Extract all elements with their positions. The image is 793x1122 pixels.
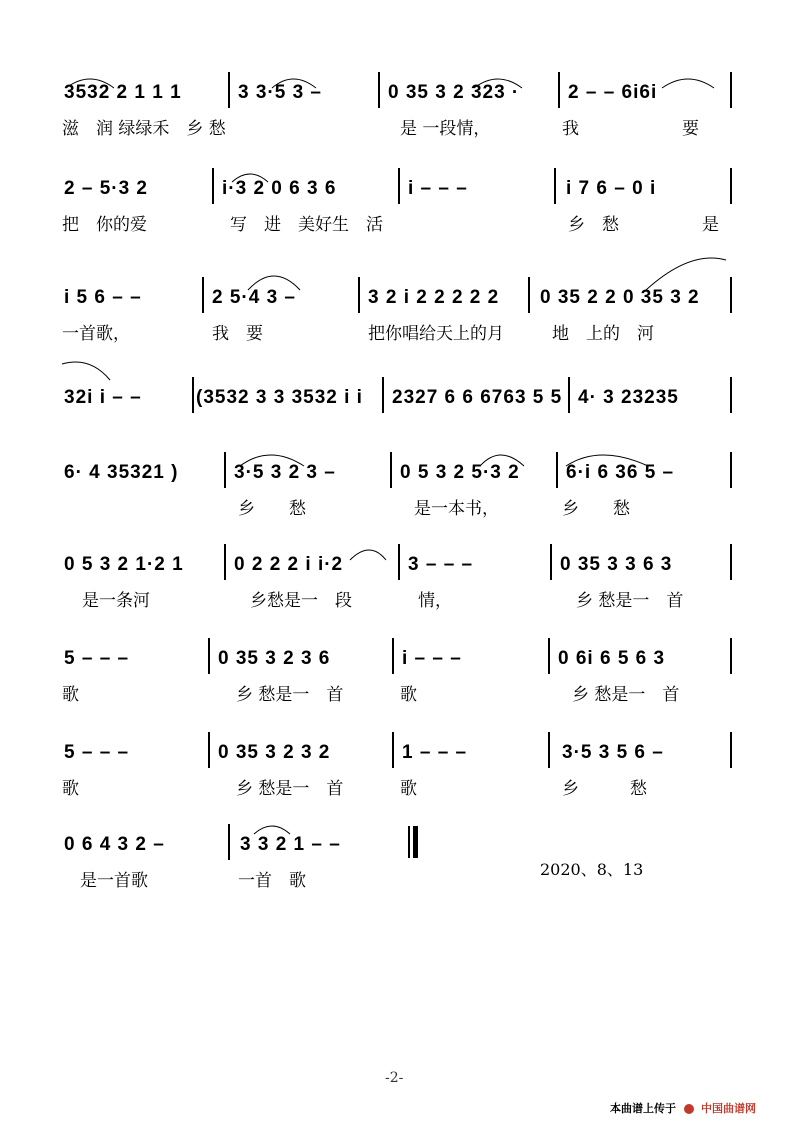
barline [392,638,394,674]
lyric-text: 要 [682,119,699,139]
barline [208,732,210,768]
measure-notes: 0 5 3 2 1·2 1 [64,554,184,575]
barline [730,544,732,580]
lyric-text: 情， [418,591,452,611]
barline [212,168,214,204]
measure-notes: i – – – [408,178,468,199]
barline [358,277,360,313]
site-brand[interactable]: 中国曲谱网 [701,1102,756,1115]
measure-notes: 2327 6 6 6763 5 5 [392,387,563,408]
measure-notes: 3 3·5 3 – [238,82,322,103]
measure-notes: 4· 3 23235 [578,387,679,408]
lyric-text: 乡 愁 [562,779,647,799]
lyric-text: 乡 愁是一 首 [572,685,680,705]
barline [556,452,558,488]
measure-notes: 0 5 3 2 5·3 2 [400,462,520,483]
barline [568,377,570,413]
barline [382,377,384,413]
measure-notes: 0 35 3 2 3 6 [218,648,331,669]
lyric-text: 我 要 [212,324,263,344]
measure-notes: 3·5 3 2 3 – [234,462,336,483]
measure-notes: 6· 4 35321 ) [64,462,179,483]
barline [398,168,400,204]
page-number: -2- [385,1070,404,1086]
site-logo-icon [684,1104,694,1114]
barline [730,168,732,204]
measure-notes: 0 2 2 2 i i·2 [234,554,344,575]
lyric-text: 歌 [62,779,79,799]
lyric-text: 把你唱给天上的月 [368,324,504,344]
composition-date: 2020、8、13 [540,860,644,879]
lyric-text: 乡 愁是一 首 [236,779,344,799]
final-barline-thick [413,826,418,858]
barline [192,377,194,413]
barline [228,824,230,860]
lyric-text: 是一条河 [82,591,150,611]
lyric-text: 乡 愁 [238,499,306,519]
lyric-text: 是 一段情， [400,119,491,139]
barline [730,638,732,674]
barline [528,277,530,313]
measure-notes: 3 3 2 1 – – [240,834,341,855]
lyric-text: 是一首歌 [80,871,148,891]
measure-notes: i 7 6 – 0 i [566,178,657,199]
barline [228,72,230,108]
lyric-text: 歌 [62,685,79,705]
measure-notes: i – – – [402,648,462,669]
barline [550,544,552,580]
lyric-text: 乡 愁是一 首 [576,591,684,611]
barline [730,277,732,313]
lyric-text: 歌 [400,779,417,799]
measure-notes: 2 – – 6i6i [568,82,658,103]
lyric-text: 是一本书， [414,499,499,519]
barline [392,732,394,768]
upload-text: 本曲谱上传于 [610,1102,676,1115]
lyric-text: 我 [562,119,579,139]
lyric-text: 一首 歌 [238,871,306,891]
barline [548,638,550,674]
measure-notes: 2 – 5·3 2 [64,178,148,199]
measure-notes: 3 2 i 2 2 2 2 2 [368,287,500,308]
footer-credit [610,1100,756,1116]
measure-notes: 5 – – – [64,742,130,763]
lyric-text: 歌 [400,685,417,705]
barline [730,377,732,413]
barline [730,732,732,768]
lyric-text: 把 你的爱 [62,215,147,235]
lyric-text: 乡愁是一 段 [250,591,352,611]
measure-notes: (3532 3 3 3532 i i [196,387,363,408]
measure-notes: 32i i – – [64,387,142,408]
lyric-text: 写 进 美好生 活 [230,215,383,235]
barline [390,452,392,488]
barline [554,168,556,204]
barline [378,72,380,108]
measure-notes: 3 – – – [408,554,474,575]
barline [548,732,550,768]
measure-notes: i 5 6 – – [64,287,142,308]
barline [398,544,400,580]
lyric-text: 乡 愁 [562,499,630,519]
measure-notes: 6·i 6 36 5 – [566,462,675,483]
final-barline-thin [408,826,410,858]
lyric-text: 滋 润 绿绿禾 乡 愁 [62,119,226,139]
barline [208,638,210,674]
measure-notes: 2 5·4 3 – [212,287,296,308]
measure-notes: 0 35 2 2 0 35 3 2 [540,287,700,308]
barline [558,72,560,108]
barline [730,452,732,488]
measure-notes: 5 – – – [64,648,130,669]
lyric-text: 乡 愁 [568,215,619,235]
lyric-text: 地 上的 河 [552,324,654,344]
measure-notes: 0 35 3 2 323 · [388,82,520,103]
measure-notes: 0 35 3 3 6 3 [560,554,673,575]
barline [224,544,226,580]
barline [730,72,732,108]
lyric-text: 一首歌， [62,324,130,344]
measure-notes: i·3 2 0 6 3 6 [222,178,337,199]
measure-notes: 0 6i 6 5 6 3 [558,648,666,669]
measure-notes: 3532 2 1 1 1 [64,82,182,103]
measure-notes: 0 6 4 3 2 – [64,834,165,855]
lyric-text: 是 [702,215,719,235]
measure-notes: 1 – – – [402,742,468,763]
measure-notes: 0 35 3 2 3 2 [218,742,331,763]
lyric-text: 乡 愁是一 首 [236,685,344,705]
barline [224,452,226,488]
measure-notes: 3·5 3 5 6 – [562,742,664,763]
barline [202,277,204,313]
